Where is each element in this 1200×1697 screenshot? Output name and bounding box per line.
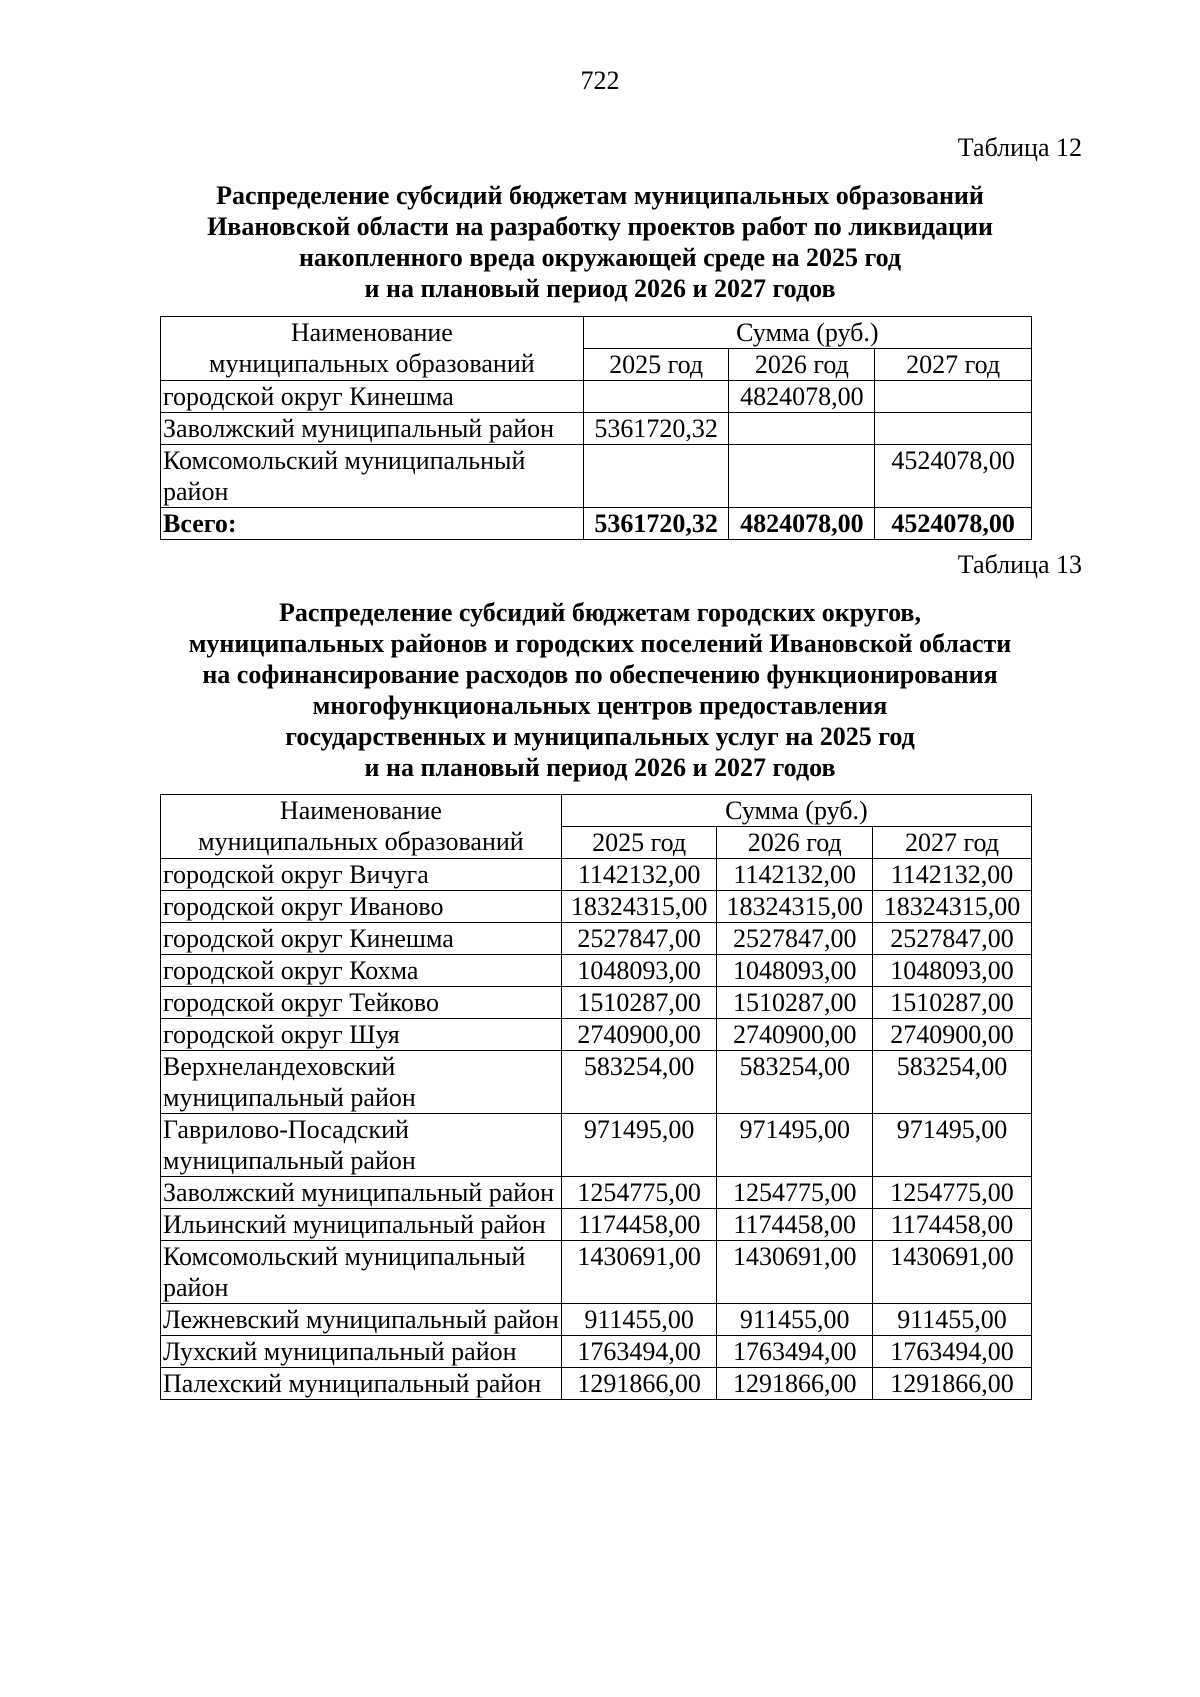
cell-2026 <box>729 413 875 445</box>
cell-2026: 2527847,00 <box>717 923 873 955</box>
table12-title <box>160 180 1040 304</box>
table13-title-line: государственных и муниципальных услуг на 2025 год <box>285 722 915 751</box>
cell-2026: 1510287,00 <box>717 987 873 1019</box>
table-row <box>161 1304 1032 1336</box>
table-row <box>161 1177 1032 1209</box>
cell-2025: 1510287,00 <box>561 987 717 1019</box>
cell-2027: 1174458,00 <box>872 1209 1031 1241</box>
cell-2025: 2527847,00 <box>561 923 717 955</box>
table12-sum-header: Сумма (руб.) <box>583 317 1031 349</box>
row-name: Палехский муниципальный район <box>161 1368 562 1400</box>
row-name: городской округ Иваново <box>161 891 562 923</box>
table12-title-line: и на плановый период 2026 и 2027 годов <box>364 274 836 303</box>
cell-2027: 2740900,00 <box>872 1019 1031 1051</box>
cell-2027: 1430691,00 <box>872 1241 1031 1304</box>
cell-2025 <box>583 381 729 413</box>
table13-name-header <box>161 795 562 859</box>
row-name: Комсомольский муниципальный район <box>161 445 584 508</box>
table-row <box>161 1336 1032 1368</box>
table13-title-line: муниципальных районов и городских поселений Ивановской области <box>188 629 1012 658</box>
table-row <box>161 1209 1032 1241</box>
cell-2027: 1510287,00 <box>872 987 1031 1019</box>
table-row <box>161 1019 1032 1051</box>
year-header: 2025 год <box>583 349 729 381</box>
table12 <box>160 316 1032 540</box>
table-row <box>161 445 1032 508</box>
cell-2025: 1763494,00 <box>561 1336 717 1368</box>
table12-label: Таблица 12 <box>957 133 1082 162</box>
cell-2026: 1291866,00 <box>717 1368 873 1400</box>
cell-2025: 18324315,00 <box>561 891 717 923</box>
table-row <box>161 1241 1032 1304</box>
cell-2025: 5361720,32 <box>583 413 729 445</box>
table-row <box>161 381 1032 413</box>
table-row <box>161 1114 1032 1177</box>
row-name: Верхнеландеховский муниципальный район <box>161 1051 562 1114</box>
table12-title-line: Ивановской области на разработку проектов работ по ликвидации <box>207 212 993 241</box>
table13-title-line: и на плановый период 2026 и 2027 годов <box>364 753 836 782</box>
table13-body <box>161 859 1032 1400</box>
cell-2026: 971495,00 <box>717 1114 873 1177</box>
cell-2025: 1430691,00 <box>561 1241 717 1304</box>
table-total-row <box>161 508 1032 540</box>
cell-2027 <box>875 413 1032 445</box>
cell-2026 <box>729 445 875 508</box>
cell-2027 <box>875 381 1032 413</box>
table-row <box>161 955 1032 987</box>
cell-2026: 1430691,00 <box>717 1241 873 1304</box>
name-header-line: Наименование <box>290 318 453 347</box>
page-number: 722 <box>580 66 620 95</box>
row-name: городской округ Кохма <box>161 955 562 987</box>
cell-2026: 18324315,00 <box>717 891 873 923</box>
cell-2027: 583254,00 <box>872 1051 1031 1114</box>
table-row <box>161 923 1032 955</box>
cell-2025: 1254775,00 <box>561 1177 717 1209</box>
cell-2027: 1763494,00 <box>872 1336 1031 1368</box>
cell-2026: 911455,00 <box>717 1304 873 1336</box>
cell-2026: 2740900,00 <box>717 1019 873 1051</box>
row-name: Лухский муниципальный район <box>161 1336 562 1368</box>
table13-title-line: многофункциональных центров предоставления <box>312 691 888 720</box>
cell-2025: 2740900,00 <box>561 1019 717 1051</box>
total-label: Всего: <box>161 508 584 540</box>
year-header: 2025 год <box>561 827 717 859</box>
table13-label: Таблица 13 <box>957 550 1082 579</box>
total-2025: 5361720,32 <box>583 508 729 540</box>
name-header-line: Наименование <box>279 796 442 825</box>
table-row <box>161 891 1032 923</box>
cell-2026: 583254,00 <box>717 1051 873 1114</box>
row-name: Комсомольский муниципальный район <box>161 1241 562 1304</box>
cell-2025 <box>583 445 729 508</box>
table13-title-line: Распределение субсидий бюджетам городских округов, <box>279 598 921 627</box>
table12-name-header <box>161 317 584 381</box>
cell-2027: 2527847,00 <box>872 923 1031 955</box>
cell-2026: 1254775,00 <box>717 1177 873 1209</box>
cell-2027: 18324315,00 <box>872 891 1031 923</box>
cell-2026: 1142132,00 <box>717 859 873 891</box>
year-header: 2027 год <box>875 349 1032 381</box>
row-name: Заволжский муниципальный район <box>161 1177 562 1209</box>
row-name: городской округ Тейково <box>161 987 562 1019</box>
table-row <box>161 1368 1032 1400</box>
cell-2025: 1291866,00 <box>561 1368 717 1400</box>
row-name: Гаврилово-Посадский муниципальный район <box>161 1114 562 1177</box>
cell-2027: 1048093,00 <box>872 955 1031 987</box>
cell-2025: 971495,00 <box>561 1114 717 1177</box>
cell-2027: 1254775,00 <box>872 1177 1031 1209</box>
table13-title <box>160 597 1040 783</box>
cell-2025: 911455,00 <box>561 1304 717 1336</box>
table-row <box>161 413 1032 445</box>
row-name: Заволжский муниципальный район <box>161 413 584 445</box>
cell-2025: 1174458,00 <box>561 1209 717 1241</box>
row-name: городской округ Кинешма <box>161 923 562 955</box>
table13-title-line: на софинансирование расходов по обеспечению функционирования <box>202 660 998 689</box>
cell-2026: 1763494,00 <box>717 1336 873 1368</box>
row-name: Лежневский муниципальный район <box>161 1304 562 1336</box>
year-header: 2027 год <box>872 827 1031 859</box>
year-header: 2026 год <box>717 827 873 859</box>
table13-sum-header: Сумма (руб.) <box>561 795 1031 827</box>
row-name: городской округ Шуя <box>161 1019 562 1051</box>
cell-2027: 4524078,00 <box>875 445 1032 508</box>
row-name: городской округ Вичуга <box>161 859 562 891</box>
total-2027: 4524078,00 <box>875 508 1032 540</box>
cell-2025: 583254,00 <box>561 1051 717 1114</box>
cell-2027: 1291866,00 <box>872 1368 1031 1400</box>
cell-2025: 1048093,00 <box>561 955 717 987</box>
cell-2025: 1142132,00 <box>561 859 717 891</box>
name-header-line: муниципальных образований <box>198 827 524 856</box>
table-row <box>161 1051 1032 1114</box>
table12-title-line: накопленного вреда окружающей среде на 2025 год <box>298 243 902 272</box>
row-name: городской округ Кинешма <box>161 381 584 413</box>
cell-2027: 911455,00 <box>872 1304 1031 1336</box>
table13 <box>160 794 1032 1400</box>
cell-2027: 971495,00 <box>872 1114 1031 1177</box>
row-name: Ильинский муниципальный район <box>161 1209 562 1241</box>
year-header: 2026 год <box>729 349 875 381</box>
name-header-line: муниципальных образований <box>209 349 535 378</box>
table12-title-line: Распределение субсидий бюджетам муниципальных образований <box>216 181 984 210</box>
total-2026: 4824078,00 <box>729 508 875 540</box>
table-row <box>161 987 1032 1019</box>
cell-2026: 1174458,00 <box>717 1209 873 1241</box>
table-row <box>161 859 1032 891</box>
cell-2027: 1142132,00 <box>872 859 1031 891</box>
cell-2026: 1048093,00 <box>717 955 873 987</box>
cell-2026: 4824078,00 <box>729 381 875 413</box>
